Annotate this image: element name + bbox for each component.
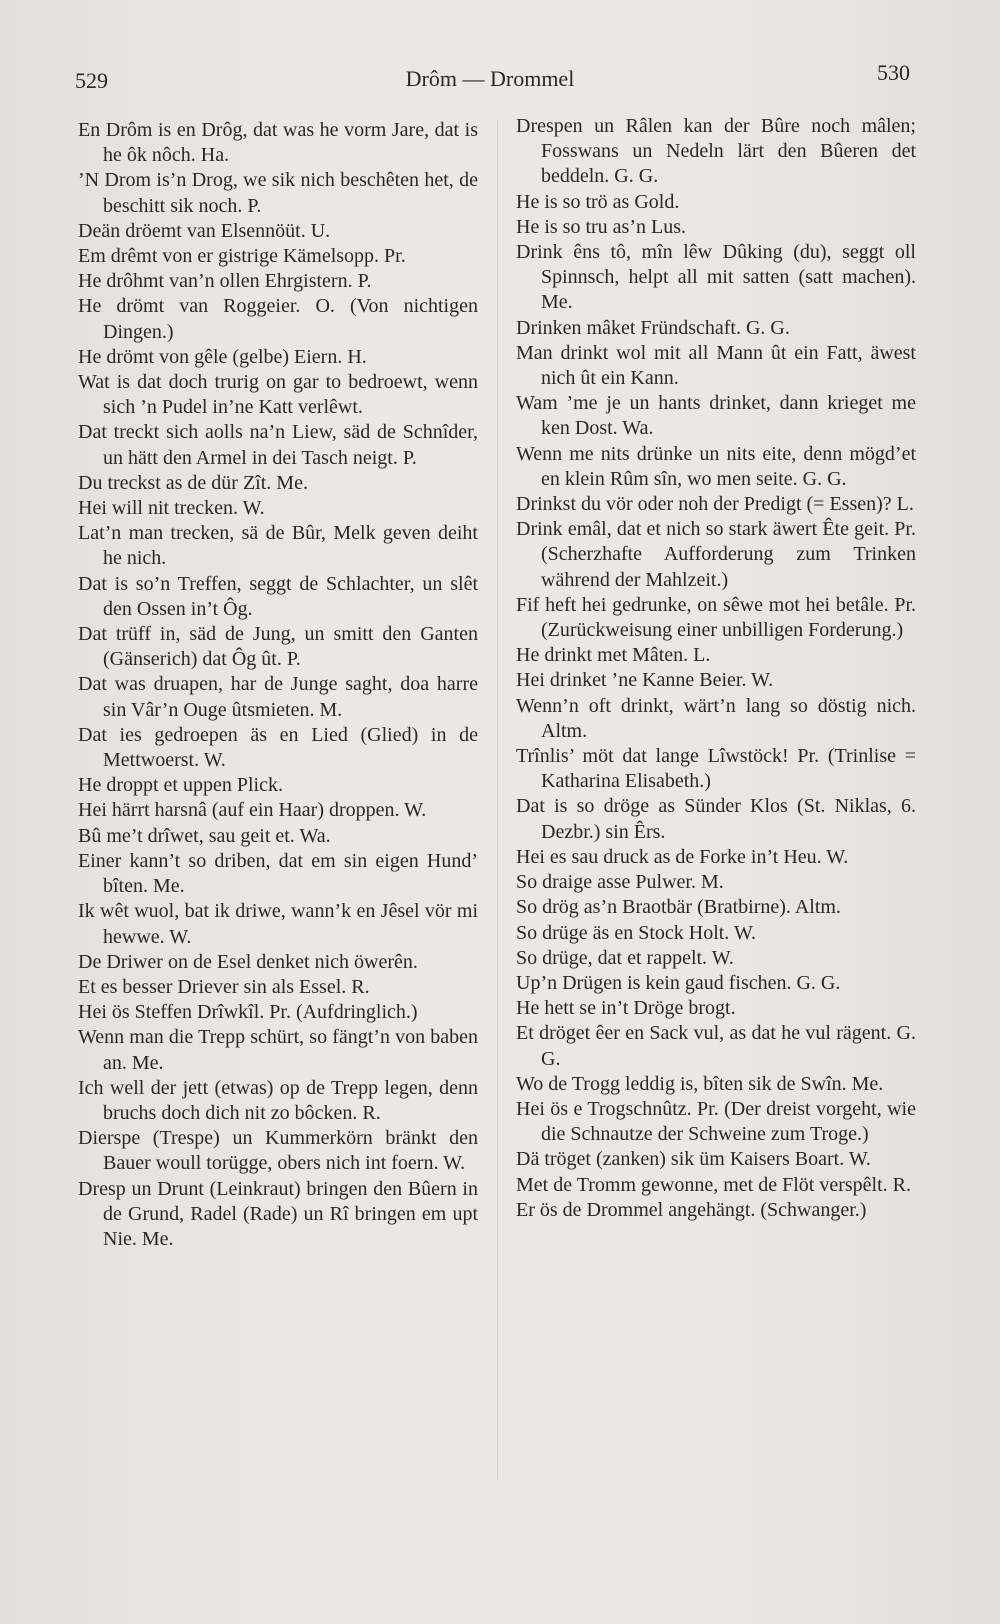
- column-divider: [497, 120, 498, 1480]
- proverb-entry: Hei es sau druck as de Forke in’t Heu. W.: [516, 845, 849, 868]
- proverb-entry: Bû me’t drîwet, sau geit et. Wa.: [78, 824, 331, 847]
- right-page-number: 530: [877, 60, 910, 85]
- proverb-entry: Wam ’me je un hants drinket, dann krieget me ken Dost. Wa.: [516, 392, 916, 440]
- proverb-entry: Dat trüff in, säd de Jung, un smitt den Ganten (Gänserich) dat Ôg ût. P.: [78, 623, 478, 671]
- proverb-entry: So drög as’n Braotbär (Bratbirne). Altm.: [516, 896, 841, 919]
- proverb-entry: He drinkt met Mâten. L.: [516, 644, 711, 667]
- proverb-entry: Dä tröget (zanken) sik üm Kaisers Boart. W.: [516, 1148, 871, 1171]
- proverb-entry: Ich well der jett (etwas) op de Trepp legen, denn bruchs doch dich nit zo bôcken. R.: [78, 1076, 478, 1124]
- proverb-entry: Met de Tromm gewonne, met de Flöt verspêlt. R.: [516, 1173, 911, 1196]
- proverb-entry: Wat is dat doch trurig on gar to bedroewt, wenn sich ’n Pudel in’ne Katt verlêwt.: [78, 371, 478, 419]
- left-column: [78, 118, 478, 1252]
- proverb-entry: Hei will nit trecken. W.: [78, 497, 265, 520]
- proverb-entry: Du treckst as de dür Zît. Me.: [78, 471, 308, 494]
- proverb-entry: So drüge, dat et rappelt. W.: [516, 946, 734, 969]
- proverb-entry: Drinken mâket Fründschaft. G. G.: [516, 316, 790, 339]
- proverb-entry: Ik wêt wuol, bat ik driwe, wann’k en Jêsel vör mi hewwe. W.: [78, 900, 478, 948]
- proverb-entry: Fif heft hei gedrunke, on sêwe mot hei betâle. Pr. (Zurückweisung einer unbilligen Forderung.): [516, 593, 916, 642]
- proverb-entry: He drôhmt van’n ollen Ehrgistern. P.: [78, 270, 372, 293]
- proverb-entry: He is so trö as Gold.: [516, 190, 680, 213]
- proverb-entry: Wenn me nits drünke un nits eite, denn mögd’et en klein Rûm sîn, wo men seite. G. G.: [516, 442, 916, 490]
- proverb-entry: Dierspe (Trespe) un Kummerkörn bränkt den Bauer woull torügge, obers nich int foern. W.: [78, 1127, 478, 1175]
- proverb-entry: Dresp un Drunt (Leinkraut) bringen den Bûern in de Grund, Radel (Rade) un Rî bringen em upt Nie. Me.: [78, 1177, 478, 1250]
- proverb-entry: En Drôm is en Drôg, dat was he vorm Jare, dat is he ôk nôch. Ha.: [78, 119, 478, 167]
- proverb-entry: Er ös de Drommel angehängt. (Schwanger.): [516, 1198, 867, 1221]
- proverb-entry: Drink emâl, dat et nich so stark äwert Ête geit. Pr. (Scherzhafte Aufforderung zum Trinken während der Mahlzeit.): [516, 518, 916, 591]
- proverb-entry: Hei ös e Trogschnûtz. Pr. (Der dreist vorgeht, wie die Schnautze der Schweine zum Troge.): [516, 1097, 916, 1146]
- proverb-entry: So drüge äs en Stock Holt. W.: [516, 921, 756, 944]
- proverb-entry: Dat is so’n Treffen, seggt de Schlachter, un slêt den Ossen in’t Ôg.: [78, 572, 478, 620]
- proverb-entry: Man drinkt wol mit all Mann ût ein Fatt, äwest nich ût ein Kann.: [516, 341, 916, 390]
- proverb-entry: Dat ies gedroepen äs en Lied (Glied) in de Mettwoerst. W.: [78, 723, 478, 772]
- proverb-entry: De Driwer on de Esel denket nich öwerên.: [78, 950, 418, 973]
- proverb-entry: He droppt et uppen Plick.: [78, 774, 283, 797]
- proverb-entry: Drespen un Râlen kan der Bûre noch mâlen; Fosswans un Nedeln lärt den Bûeren det beddeln. G. G.: [516, 115, 916, 188]
- proverb-entry: Em drêmt von er gistrige Kämelsopp. Pr.: [78, 245, 406, 268]
- proverb-entry: Dat is so dröge as Sünder Klos (St. Niklas, 6. Dezbr.) sin Êrs.: [516, 795, 916, 843]
- proverb-entry: He is so tru as’n Lus.: [516, 215, 686, 238]
- proverb-entry: Deän dröemt van Elsennöüt. U.: [78, 219, 331, 242]
- proverb-entry: Wenn’n oft drinkt, wärt’n lang so döstig nich. Altm.: [516, 694, 916, 742]
- proverb-entry: Hei härrt harsnâ (auf ein Haar) droppen. W.: [78, 799, 427, 822]
- proverb-entry: Et dröget êer en Sack vul, as dat he vul rägent. G. G.: [516, 1022, 916, 1070]
- proverb-entry: Et es besser Driever sin als Essel. R.: [78, 975, 370, 998]
- proverb-entry: Trînlis’ möt dat lange Lîwstöck! Pr. (Trinlise = Katharina Elisabeth.): [516, 745, 916, 793]
- proverb-entry: ’N Drom is’n Drog, we sik nich beschêten het, de beschitt sik noch. P.: [78, 169, 478, 217]
- right-column: [516, 114, 916, 1223]
- proverb-entry: Wo de Trogg leddig is, bîten sik de Swîn. Me.: [516, 1072, 884, 1095]
- proverb-entry: So draige asse Pulwer. M.: [516, 871, 724, 894]
- proverb-entry: Dat was druapen, har de Junge saght, doa harre sin Vâr’n Ouge ûtsmieten. M.: [78, 673, 478, 721]
- running-title: Drôm — Drommel: [405, 66, 575, 91]
- proverb-entry: Lat’n man trecken, sä de Bûr, Melk geven deiht he nich.: [78, 522, 478, 570]
- proverb-entry: Wenn man die Trepp schürt, so fängt’n von baben an. Me.: [78, 1026, 478, 1074]
- proverb-entry: Drink êns tô, mîn lêw Dûking (du), seggt oll Spinnsch, helpt all mit satten (satt machen). Me.: [516, 241, 916, 314]
- proverb-entry: He drömt von gêle (gelbe) Eiern. H.: [78, 345, 367, 368]
- proverb-entry: Hei drinket ’ne Kanne Beier. W.: [516, 669, 774, 692]
- proverb-entry: Up’n Drügen is kein gaud fischen. G. G.: [516, 971, 841, 994]
- proverb-entry: Hei ös Steffen Drîwkîl. Pr. (Aufdringlich.): [78, 1001, 418, 1024]
- proverb-entry: Drinkst du vör oder noh der Predigt (= Essen)? L.: [516, 493, 914, 516]
- left-page-number: 529: [75, 68, 108, 93]
- page-header: [70, 60, 910, 100]
- proverb-entry: Dat treckt sich aolls na’n Liew, säd de Schnîder, un hätt den Armel in dei Tasch neigt. P.: [78, 421, 478, 469]
- proverb-entry: Einer kann’t so driben, dat em sin eigen Hund’ bîten. Me.: [78, 849, 478, 898]
- proverb-entry: He hett se in’t Dröge brogt.: [516, 997, 736, 1020]
- proverb-entry: He drömt van Roggeier. O. (Von nichtigen Dingen.): [78, 295, 478, 343]
